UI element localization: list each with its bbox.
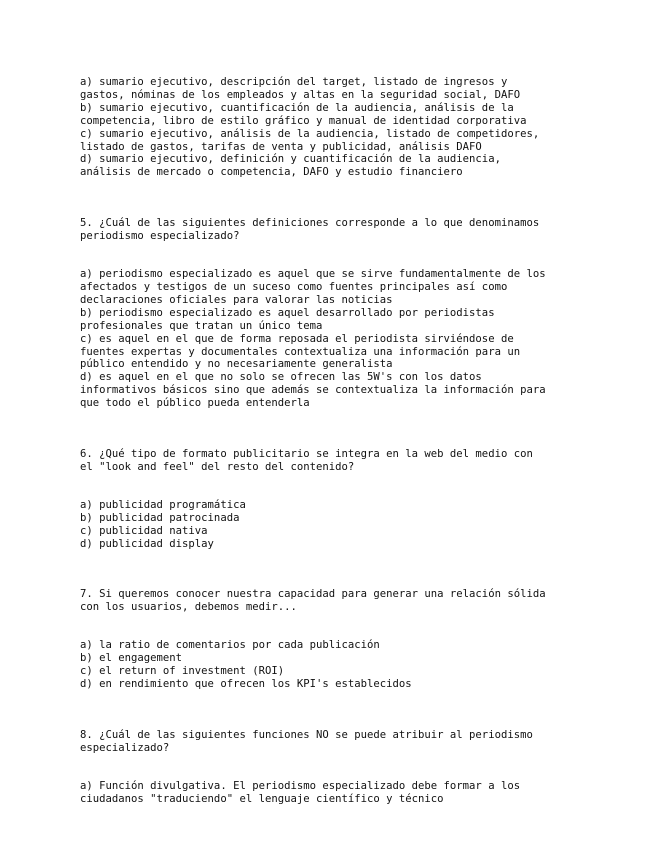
- q6-question-line1: 6. ¿Qué tipo de formato publicitario se integra en la web del medio con: [80, 448, 533, 461]
- question-7: [80, 588, 640, 614]
- q7-option-b: b) el engagement: [80, 652, 183, 665]
- q8-question-line2: especializado?: [80, 741, 170, 754]
- q5-option-line: fuentes expertas y documentales contextualiza una información para un: [80, 345, 521, 358]
- q4-option-d-line1: d) sumario ejecutivo, definición y cuantificación de la audiencia,: [80, 153, 501, 166]
- q4-option-a-line2: gastos, nóminas de los empleados y altas en la seguridad social, DAFO: [80, 88, 521, 101]
- question-5-options: [80, 268, 640, 410]
- q5-option-line: informativos básicos sino que además se contextualiza la información para: [80, 384, 546, 397]
- q5-option-line: que todo el público pueda entenderla: [80, 397, 310, 410]
- q7-option-c: c) el return of investment (ROI): [80, 665, 285, 678]
- q8-question-line1: 8. ¿Cuál de las siguientes funciones NO se puede atribuir al periodismo: [80, 728, 533, 741]
- q5-option-line: d) es aquel en el que no solo se ofrecen las 5W's con los datos: [80, 371, 482, 384]
- question-5: [80, 217, 640, 243]
- q4-option-c-line2: listado de gastos, tarifas de venta y publicidad, análisis DAFO: [80, 140, 482, 153]
- q5-option-line: afectados y testigos de un suceso como fuentes principales así como: [80, 280, 508, 293]
- question-6-options: [80, 499, 640, 551]
- question-8-options: [80, 780, 640, 806]
- question-8: [80, 729, 640, 755]
- q6-question-line2: el "look and feel" del resto del contenido?: [80, 460, 355, 473]
- q5-question-line1: 5. ¿Cuál de las siguientes definiciones corresponde a lo que denominamos: [80, 217, 540, 230]
- q8-option-a-line1: a) Función divulgativa. El periodismo especializado debe formar a los: [80, 779, 521, 792]
- q6-option-a: a) publicidad programática: [80, 498, 246, 511]
- q4-option-b-line1: b) sumario ejecutivo, cuantificación de la audiencia, análisis de la: [80, 101, 514, 114]
- question-4-options: [80, 76, 640, 179]
- q5-option-line: a) periodismo especializado es aquel que se sirve fundamentalmente de los: [80, 268, 546, 281]
- q4-option-c-line1: c) sumario ejecutivo, análisis de la audiencia, listado de competidores,: [80, 127, 540, 140]
- q7-question-line2: con los usuarios, debemos medir...: [80, 601, 297, 614]
- q6-option-c: c) publicidad nativa: [80, 524, 208, 537]
- q6-option-b: b) publicidad patrocinada: [80, 511, 240, 524]
- q5-option-line: público entendido y no necesariamente generalista: [80, 358, 393, 371]
- q8-option-a-line2: ciudadanos "traduciendo" el lenguaje científico y técnico: [80, 792, 444, 805]
- q5-option-line: declaraciones oficiales para valorar las noticias: [80, 293, 393, 306]
- q4-option-a-line1: a) sumario ejecutivo, descripción del target, listado de ingresos y: [80, 76, 508, 88]
- question-6: [80, 448, 640, 474]
- q4-option-b-line2: competencia, libro de estilo gráfico y manual de identidad corporativa: [80, 114, 527, 127]
- q5-option-line: c) es aquel en el que de forma reposada el periodista sirviéndose de: [80, 332, 514, 345]
- q7-question-line1: 7. Si queremos conocer nuestra capacidad para generar una relación sólida: [80, 588, 546, 601]
- q5-option-line: b) periodismo especializado es aquel desarrollado por periodistas: [80, 306, 495, 319]
- q7-option-a: a) la ratio de comentarios por cada publicación: [80, 639, 380, 652]
- q5-question-line2: periodismo especializado?: [80, 230, 240, 243]
- question-7-options: [80, 639, 640, 691]
- q5-option-line: profesionales que tratan un único tema: [80, 319, 323, 332]
- q4-option-d-line2: análisis de mercado o competencia, DAFO y estudio financiero: [80, 166, 463, 179]
- q6-option-d: d) publicidad display: [80, 537, 214, 550]
- q7-option-d: d) en rendimiento que ofrecen los KPI's establecidos: [80, 678, 412, 690]
- exam-page: [80, 76, 640, 806]
